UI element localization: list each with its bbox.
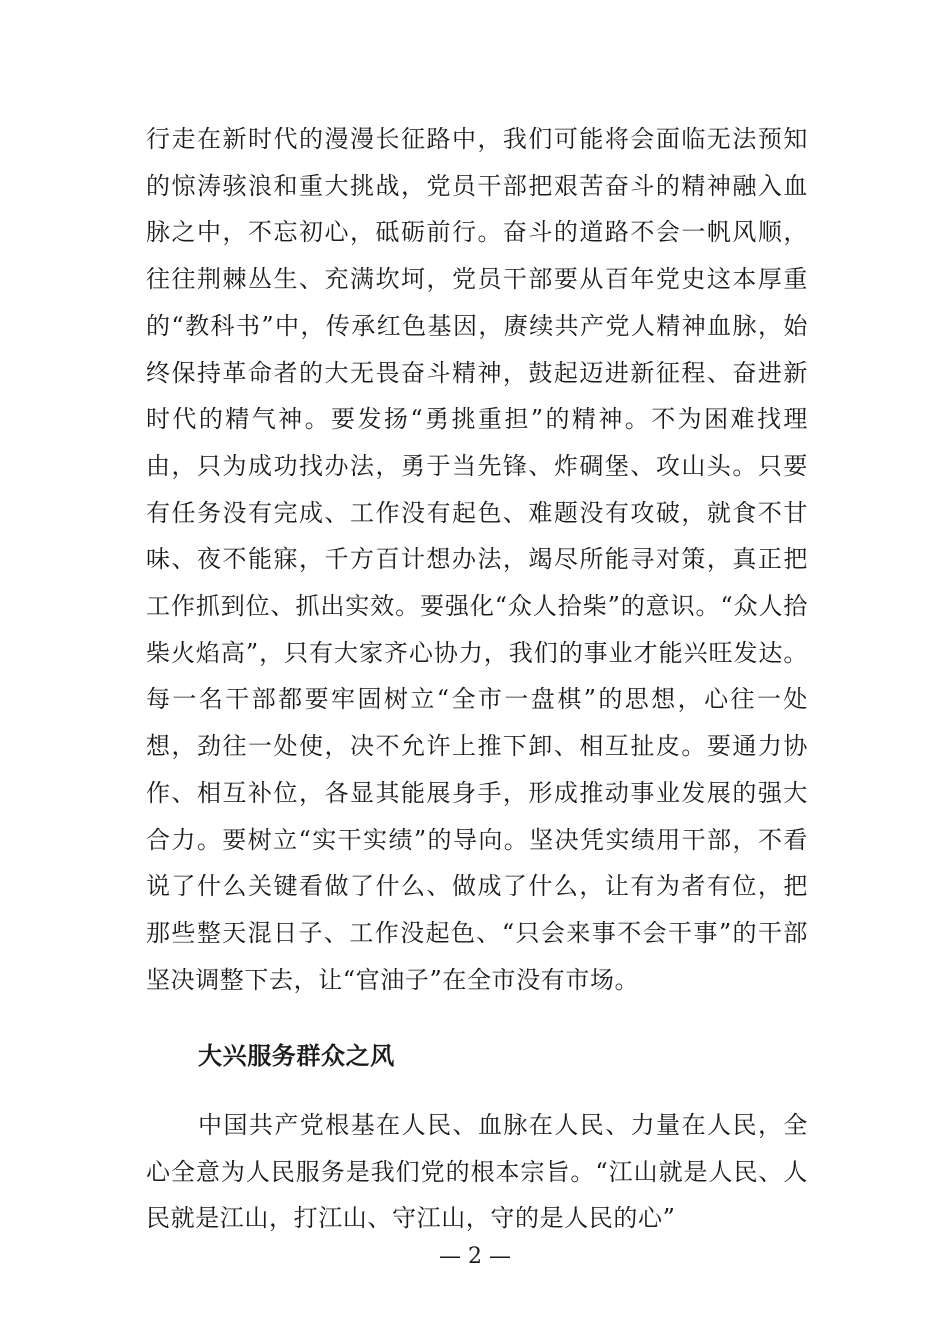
section-paragraph: 中国共产党根基在人民、血脉在人民、力量在人民，全心全意为人民服务是我们党的根本宗旨。“江山就是人民、人民就是江山，打江山、守江山，守的是人民的心” — [146, 1111, 808, 1233]
page-number: — 2 — — [439, 1244, 511, 1269]
section-heading: 大兴服务群众之风 — [198, 1042, 395, 1071]
heading-gap — [146, 1080, 808, 1102]
document-body — [146, 116, 808, 1242]
body-paragraph: 行走在新时代的漫漫长征路中，我们可能将会面临无法预知的惊涛骇浪和重大挑战，党员干部把艰苦奋斗的精神融入血脉之中，不忘初心，砥砺前行。奋斗的道路不会一帆风顺，往往荆棘丛生、充满坎坷，党员干部要从百年党史这本厚重的“教科书”中，传承红色基因，赓续共产党人精神血脉，始终保持革命者的大无畏奋斗精神，鼓起迈进新征程、奋进新时代的精气神。要发扬“勇挑重担”的精神。不为困难找理由，只为成功找办法，勇于当先锋、炸碉堡、攻山头。只要有任务没有完成、工作没有起色、难题没有攻破，就食不甘味、夜不能寐，千方百计想办法，竭尽所能寻对策，真正把工作抓到位、抓出实效。要强化“众人拾柴”的意识。“众人拾柴火焰高”，只有大家齐心协力，我们的事业才能兴旺发达。每一名干部都要牢固树立“全市一盘棋”的思想，心往一处想，劲往一处使，决不允许上推下卸、相互扯皮。要通力协作、相互补位，各显其能展身手，形成推动事业发展的强大合力。要树立“实干实绩”的导向。坚决凭实绩用干部，不看说了什么关键看做了什么、做成了什么，让有为者有位，把那些整天混日子、工作没起色、“只会来事不会干事”的干部坚决调整下去，让“官油子”在全市没有市场。 — [146, 125, 808, 994]
paragraph-gap — [146, 1003, 808, 1033]
